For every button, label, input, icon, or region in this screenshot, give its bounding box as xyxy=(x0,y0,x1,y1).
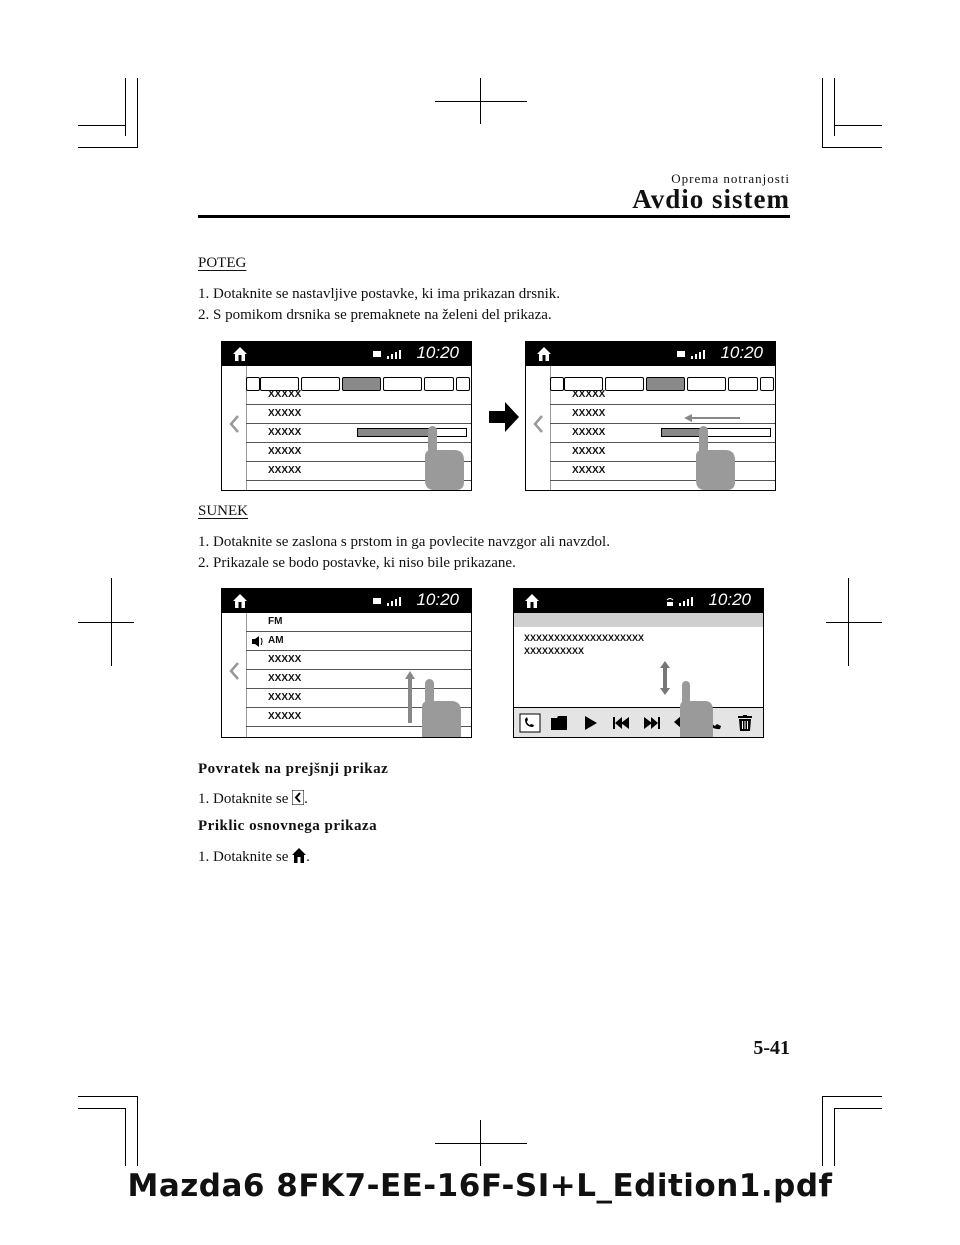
next-icon[interactable] xyxy=(644,717,660,729)
list-item[interactable] xyxy=(550,386,775,405)
arrow-right-icon xyxy=(487,400,521,434)
home-icon[interactable] xyxy=(536,346,552,362)
list-item-label: FM xyxy=(268,616,283,627)
home-icon[interactable] xyxy=(524,593,540,609)
flick-step-2: 2. Prikazale se bodo postavke, ki niso bile prikazane. xyxy=(198,555,516,571)
back-chevron-icon[interactable] xyxy=(228,661,240,681)
status-bar xyxy=(222,589,471,613)
home-heading: Priklic osnovnega prikaza xyxy=(198,818,378,834)
page-number: 5-41 xyxy=(753,1037,790,1059)
wifi-signal-icon xyxy=(665,596,699,606)
home-icon xyxy=(292,848,306,863)
finger-icon xyxy=(677,681,717,738)
drag-step-2: 2. S pomikom drsnika se premaknete na želeni del prikaza. xyxy=(198,307,552,323)
list-item-label: XXXXX xyxy=(572,427,606,438)
status-bar xyxy=(514,589,763,613)
call-log-icon[interactable] xyxy=(519,713,541,733)
screen-drag-after xyxy=(525,341,776,491)
list-item-label: XXXXX xyxy=(572,446,606,457)
flick-step-1: 1. Dotaknite se zaslona s prstom in ga povlecite navzgor ali navzdol. xyxy=(198,534,610,550)
message-line-1: XXXXXXXXXXXXXXXXXXXX xyxy=(524,633,645,643)
signal-icon xyxy=(373,349,407,359)
drag-left-arrow-icon xyxy=(684,414,740,422)
home-step xyxy=(198,846,310,868)
play-icon[interactable] xyxy=(585,716,597,730)
screen-flick-message xyxy=(513,588,764,738)
list-item-label: XXXXX xyxy=(268,654,302,665)
list-item-label: XXXXX xyxy=(572,389,606,400)
section-name: Oprema notranjosti xyxy=(671,171,790,186)
screen-flick-list xyxy=(221,588,472,738)
back-chevron-icon xyxy=(292,790,304,805)
signal-icon xyxy=(373,596,407,606)
up-down-arrow-icon xyxy=(660,661,670,695)
clock: 10:20 xyxy=(416,343,459,362)
drag-heading: POTEG xyxy=(198,255,247,271)
list-item-label: XXXXX xyxy=(572,465,606,476)
clock: 10:20 xyxy=(720,343,763,362)
clock: 10:20 xyxy=(708,590,751,609)
back-step-text: 1. Dotaknite se xyxy=(198,791,289,807)
drag-step-1: 1. Dotaknite se nastavljive postavke, ki ima prikazan drsnik. xyxy=(198,286,560,302)
list-item-label: XXXXX xyxy=(268,692,302,703)
list-item-label: XXXXX xyxy=(268,408,302,419)
back-step xyxy=(198,788,308,810)
list-item[interactable] xyxy=(550,405,775,424)
chapter-title: Avdio sistem xyxy=(632,184,790,214)
list-item-label: XXXXX xyxy=(268,711,302,722)
list-item-label: XXXXX xyxy=(572,408,606,419)
action-toolbar xyxy=(514,707,763,738)
signal-icon xyxy=(677,349,711,359)
trash-icon[interactable] xyxy=(738,715,752,731)
list-item[interactable] xyxy=(550,443,775,462)
previous-icon[interactable] xyxy=(613,717,629,729)
list-item-label: AM xyxy=(268,635,284,646)
list-item[interactable] xyxy=(246,405,471,424)
list-item-am[interactable] xyxy=(246,632,471,651)
list-item-fm[interactable] xyxy=(246,613,471,632)
status-bar xyxy=(526,342,775,366)
flick-heading: SUNEK xyxy=(198,503,249,519)
clock: 10:20 xyxy=(416,590,459,609)
message-line-2: XXXXXXXXXX xyxy=(524,646,585,656)
period: . xyxy=(306,849,310,865)
list-item-label: XXXXX xyxy=(268,465,302,476)
finger-icon xyxy=(691,424,741,490)
drag-up-arrow-icon xyxy=(405,671,415,723)
header-rule xyxy=(198,215,790,218)
list-item[interactable] xyxy=(246,386,471,405)
period: . xyxy=(304,791,308,807)
message-header-band xyxy=(514,613,763,627)
home-icon[interactable] xyxy=(232,346,248,362)
home-step-text: 1. Dotaknite se xyxy=(198,849,289,865)
list-item[interactable] xyxy=(246,651,471,670)
back-chevron-icon[interactable] xyxy=(228,414,240,434)
finger-icon xyxy=(420,424,470,490)
status-bar xyxy=(222,342,471,366)
speaker-icon xyxy=(252,636,264,647)
list-item[interactable] xyxy=(550,462,775,481)
list-item-label: XXXXX xyxy=(268,446,302,457)
list-item-label: XXXXX xyxy=(268,673,302,684)
back-chevron-icon[interactable] xyxy=(532,414,544,434)
back-heading: Povratek na prejšnji prikaz xyxy=(198,761,389,777)
footer-filename: Mazda6 8FK7-EE-16F-SI+L_Edition1.pdf xyxy=(127,1168,833,1204)
home-icon[interactable] xyxy=(232,593,248,609)
list-item-label: XXXXX xyxy=(268,427,302,438)
folder-icon[interactable] xyxy=(551,716,567,730)
screen-drag-before xyxy=(221,341,472,491)
list-item-label: XXXXX xyxy=(268,389,302,400)
finger-icon xyxy=(417,679,467,738)
